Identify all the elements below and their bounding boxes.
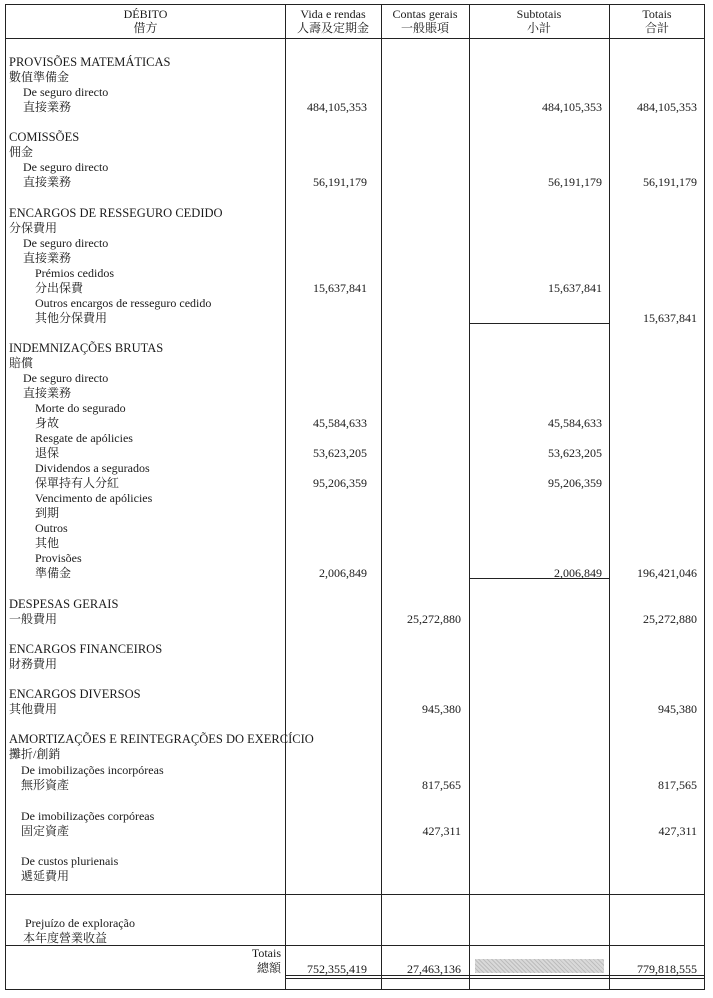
amortizacoes-corp-pt: De imobilizações corpóreas bbox=[21, 809, 155, 823]
header-total-pt: Totais bbox=[642, 7, 672, 21]
prejuizo-label-pt: Prejuízo de exploração bbox=[25, 916, 135, 930]
amortizacoes-incorp-zh: 無形資產 bbox=[21, 778, 70, 792]
indemnizacoes-provisoes-life-value: 2,006,849 bbox=[319, 566, 367, 580]
indemnizacoes-sub-zh: 直接業務 bbox=[23, 386, 72, 400]
header-total-zh: 合計 bbox=[644, 21, 669, 35]
col-divider-life bbox=[285, 5, 286, 989]
indemnizacoes-provisoes-zh: 準備金 bbox=[35, 566, 72, 580]
indemnizacoes-morte-life-value: 45,584,633 bbox=[313, 416, 367, 430]
comissoes-title-zh: 佣金 bbox=[9, 145, 34, 159]
diversos-title-pt: ENCARGOS DIVERSOS bbox=[9, 687, 141, 701]
comissoes-sub-pt: De seguro directo bbox=[23, 160, 109, 174]
amortizacoes-custos-pt: De custos plurienais bbox=[21, 854, 119, 868]
header-divider bbox=[6, 38, 704, 39]
indemnizacoes-provisoes-subtotal-value: 2,006,849 bbox=[554, 566, 602, 580]
amortizacoes-corp-zh: 固定資產 bbox=[21, 824, 70, 838]
indemnizacoes-outros-zh: 其他 bbox=[35, 536, 60, 550]
provisoes-life-value: 484,105,353 bbox=[307, 100, 367, 114]
header-subtotal-pt: Subtotais bbox=[516, 7, 562, 21]
col-divider-general bbox=[381, 5, 382, 989]
income-statement-debit bbox=[5, 4, 705, 990]
header-general bbox=[381, 7, 469, 35]
comissoes-title-pt: COMISSÕES bbox=[9, 130, 80, 144]
totals-life-value: 752,355,419 bbox=[307, 962, 367, 976]
amortizacoes-incorp-general-value: 817,565 bbox=[422, 778, 461, 792]
amortizacoes-title-pt: AMORTIZAÇÕES E REINTEGRAÇÕES DO EXERCÍCIO bbox=[9, 732, 314, 746]
totals-general-value: 27,463,136 bbox=[407, 962, 461, 976]
totals-underline-2 bbox=[285, 978, 704, 979]
comissoes-subtotal-value: 56,191,179 bbox=[548, 175, 602, 189]
despesas-title-pt: DESPESAS GERAIS bbox=[9, 597, 119, 611]
despesas-total-value: 25,272,880 bbox=[643, 612, 697, 626]
header-debit-pt: DÉBITO bbox=[123, 7, 168, 21]
financeiros-title-zh: 財務費用 bbox=[9, 657, 58, 671]
totals-total-value: 779,818,555 bbox=[637, 962, 697, 976]
indemnizacoes-provisoes-pt: Provisões bbox=[35, 551, 82, 565]
comissoes-sub-zh: 直接業務 bbox=[23, 175, 72, 189]
financeiros-title-pt: ENCARGOS FINANCEIROS bbox=[9, 642, 163, 656]
header-life bbox=[285, 7, 381, 35]
header-general-zh: 一般賬項 bbox=[400, 21, 449, 35]
comissoes-life-value: 56,191,179 bbox=[313, 175, 367, 189]
despesas-title-zh: 一般費用 bbox=[9, 612, 58, 626]
resseguro-title-zh: 分保費用 bbox=[9, 221, 58, 235]
header-general-pt: Contas gerais bbox=[392, 7, 458, 21]
provisoes-sub-zh: 直接業務 bbox=[23, 100, 72, 114]
prejuizo-label-zh: 本年度營業收益 bbox=[23, 931, 108, 945]
totals-label-zh: 總額 bbox=[256, 961, 281, 975]
amortizacoes-corp-total-value: 427,311 bbox=[658, 824, 697, 838]
diversos-general-value: 945,380 bbox=[422, 702, 461, 716]
resseguro-total-value: 15,637,841 bbox=[643, 311, 697, 325]
subtotal-shaded-cell bbox=[475, 959, 604, 973]
indemnizacoes-vencimento-zh: 到期 bbox=[35, 506, 60, 520]
header-life-zh: 人壽及定期金 bbox=[296, 21, 369, 35]
indemnizacoes-dividendos-subtotal-value: 95,206,359 bbox=[548, 476, 602, 490]
comissoes-total-value: 56,191,179 bbox=[643, 175, 697, 189]
resseguro-outros-zh: 其他分保費用 bbox=[35, 311, 108, 325]
resseguro-premios-zh: 分出保費 bbox=[35, 281, 84, 295]
resseguro-subtotal-rule bbox=[469, 323, 609, 324]
totals-label-pt: Totais bbox=[251, 946, 281, 960]
indemnizacoes-vencimento-pt: Vencimento de apólicies bbox=[35, 491, 153, 505]
col-divider-total bbox=[609, 5, 610, 989]
header-subtotal-zh: 小計 bbox=[526, 21, 551, 35]
header-debit bbox=[6, 7, 285, 35]
resseguro-premios-pt: Prémios cedidos bbox=[35, 266, 114, 280]
resseguro-premios-subtotal-value: 15,637,841 bbox=[548, 281, 602, 295]
totals-underline-1 bbox=[285, 975, 704, 976]
provisoes-title-pt: PROVISÕES MATEMÁTICAS bbox=[9, 55, 171, 69]
resseguro-outros-pt: Outros encargos de resseguro cedido bbox=[35, 296, 212, 310]
totals-top-rule bbox=[6, 945, 704, 946]
indemnizacoes-dividendos-life-value: 95,206,359 bbox=[313, 476, 367, 490]
despesas-general-value: 25,272,880 bbox=[407, 612, 461, 626]
diversos-total-value: 945,380 bbox=[658, 702, 697, 716]
indemnizacoes-morte-zh: 身故 bbox=[35, 416, 60, 430]
header-subtotal bbox=[469, 7, 609, 35]
provisoes-title-zh: 數值準備金 bbox=[9, 70, 70, 84]
amortizacoes-incorp-total-value: 817,565 bbox=[658, 778, 697, 792]
col-divider-subtotal bbox=[469, 5, 470, 989]
amortizacoes-title-zh: 攤折/創銷 bbox=[9, 747, 61, 761]
indemnizacoes-resgate-zh: 退保 bbox=[35, 446, 60, 460]
indemnizacoes-title-zh: 賠償 bbox=[9, 356, 34, 370]
diversos-title-zh: 其他費用 bbox=[9, 702, 58, 716]
header-debit-zh: 借方 bbox=[133, 21, 158, 35]
amortizacoes-custos-zh: 遞延費用 bbox=[21, 869, 70, 883]
indemnizacoes-resgate-pt: Resgate de apólicies bbox=[35, 431, 133, 445]
resseguro-title-pt: ENCARGOS DE RESSEGURO CEDIDO bbox=[9, 206, 223, 220]
resseguro-sub-zh: 直接業務 bbox=[23, 251, 72, 265]
indemnizacoes-morte-subtotal-value: 45,584,633 bbox=[548, 416, 602, 430]
header-life-pt: Vida e rendas bbox=[300, 7, 366, 21]
indemnizacoes-dividendos-pt: Dividendos a segurados bbox=[35, 461, 150, 475]
header-total bbox=[609, 7, 705, 35]
amortizacoes-corp-general-value: 427,311 bbox=[422, 824, 461, 838]
provisoes-subtotal-value: 484,105,353 bbox=[542, 100, 602, 114]
resseguro-sub-pt: De seguro directo bbox=[23, 236, 109, 250]
indemnizacoes-dividendos-zh: 保單持有人分紅 bbox=[35, 476, 120, 490]
provisoes-total-value: 484,105,353 bbox=[637, 100, 697, 114]
provisoes-sub-pt: De seguro directo bbox=[23, 85, 109, 99]
indemnizacoes-sub-pt: De seguro directo bbox=[23, 371, 109, 385]
indemnizacoes-resgate-life-value: 53,623,205 bbox=[313, 446, 367, 460]
indemnizacoes-morte-pt: Morte do segurado bbox=[35, 401, 126, 415]
indemnizacoes-total-value: 196,421,046 bbox=[637, 566, 697, 580]
indemnizacoes-resgate-subtotal-value: 53,623,205 bbox=[548, 446, 602, 460]
indemnizacoes-subtotal-rule bbox=[469, 578, 609, 579]
prejuizo-top-rule bbox=[6, 894, 704, 895]
indemnizacoes-title-pt: INDEMNIZAÇÕES BRUTAS bbox=[9, 341, 164, 355]
resseguro-premios-life-value: 15,637,841 bbox=[313, 281, 367, 295]
amortizacoes-incorp-pt: De imobilizações incorpóreas bbox=[21, 763, 164, 777]
indemnizacoes-outros-pt: Outros bbox=[35, 521, 68, 535]
